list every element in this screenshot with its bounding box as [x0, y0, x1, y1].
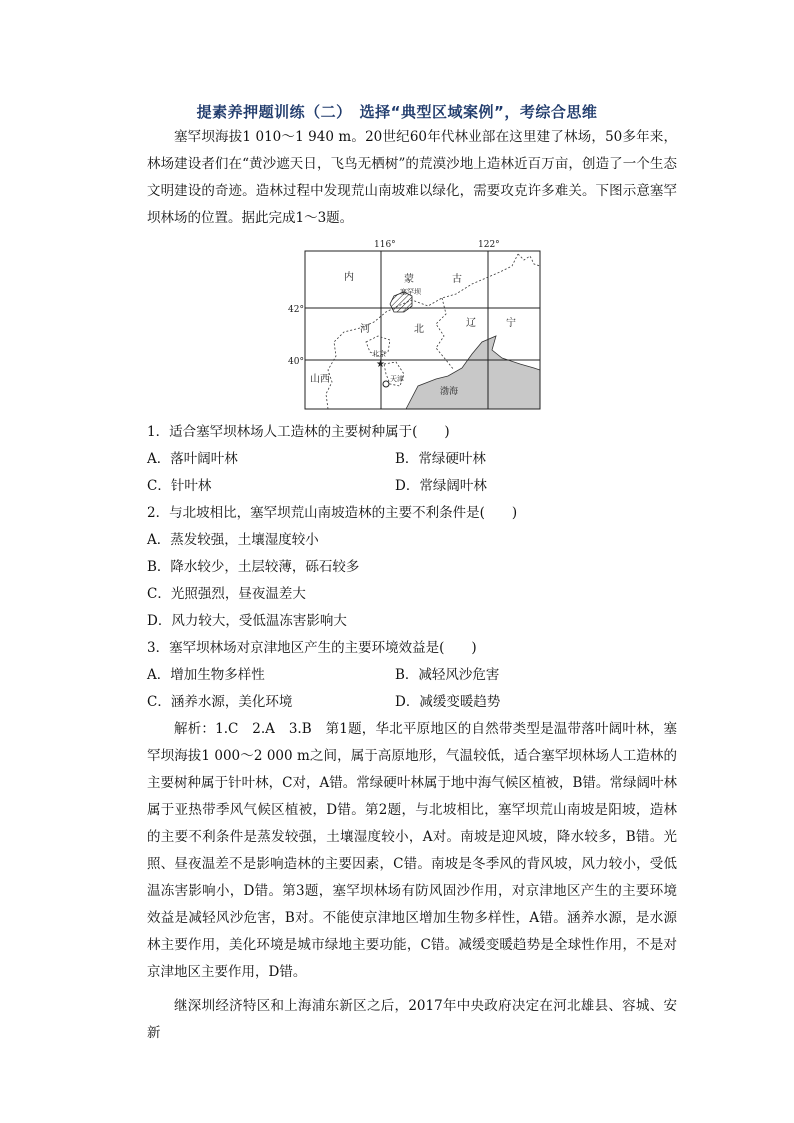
coast-detail [518, 254, 540, 266]
beijing-star-icon: ★ [376, 359, 385, 370]
question-1-option-d: D．常绿阔叶林 [395, 478, 487, 494]
question-3-option-c: C．涵养水源，美化环境 [147, 694, 293, 710]
answer-explanation: 解析：1.C 2.A 3.B 第1题，华北平原地区的自然带类型是温带落叶阔叶林，塞罕坝海拔1 000～2 000 m之间，属于高原地形，气温较低，适合塞罕坝林场人工造林的主要树种属于针叶林，C对，A错。常绿硬叶林属于地中海气候区植被，B错。常绿阔叶林属于亚热带季风气候区植被，D错。第2题，与北坡相比，塞罕坝荒山南坡是阳坡，造林的主要不利条件是蒸发较强，土壤湿度较小，A对。南坡是迎风坡，降水较多，B错。光照、昼夜温差不是影响造林的主要因素，C错。南坡是冬季风的背风坡，风力较小，受低温冻害影响小，D错。第3题，塞罕坝林场有防风固沙作用，对京津地区产生的主要环境效益是减轻风沙危害，B对。不能使京津地区增加生物多样性，A错。涵养水源，是水源林主要作用，美化环境是城市绿地主要功能，C错。减缓变暖趋势是全球性作用，不是对京津地区主要作用，D错。 [147, 721, 677, 980]
question-1-stem: 1．适合塞罕坝林场人工造林的主要树种属于( ) [147, 424, 450, 440]
label-saihanba: 塞罕坝 [400, 288, 421, 296]
province-boundary-2 [436, 298, 454, 370]
question-1-option-b: B．常绿硬叶林 [395, 451, 486, 467]
question-3-option-b: B．减轻风沙危害 [395, 667, 500, 683]
tianjin-city-icon [383, 381, 389, 387]
page-title: 提素养押题训练（二） 选择“典型区域案例”，考综合思维 [196, 103, 598, 121]
label-tianjin: 天津 [390, 375, 404, 383]
lat-label-40: 40° [288, 357, 304, 367]
label-gu: 古 [452, 274, 462, 285]
saihanba-location-map [286, 236, 541, 414]
label-ning: 宁 [506, 318, 516, 329]
label-nei: 内 [344, 272, 354, 283]
question-3-stem: 3．塞罕坝林场对京津地区产生的主要环境效益是( ) [147, 640, 477, 656]
next-question-paragraph: 继深圳经济特区和上海浦东新区之后，2017年中央政府决定在河北雄县、容城、安新 [147, 998, 677, 1041]
label-he: 河 [360, 324, 370, 335]
label-liao: 辽 [466, 318, 476, 329]
question-2-option-d: D．风力较大，受低温冻害影响大 [147, 613, 347, 629]
intro-paragraph: 塞罕坝海拔1 010～1 940 m。20世纪60年代林业部在这里建了林场，50多年来，林场建设者们在“黄沙遮天日，飞鸟无栖树”的荒漠沙地上造林近百万亩，创造了一个生态文明建设的奇迹。造林过程中发现荒山南坡难以绿化，需要攻克许多难关。下图示意塞罕坝林场的位置。据此完成1～3题。 [147, 129, 677, 226]
question-3-option-a: A．增加生物多样性 [147, 667, 265, 683]
label-bohai: 渤海 [440, 387, 459, 397]
lon-label-116: 116° [374, 240, 396, 250]
lat-label-42: 42° [288, 305, 304, 315]
question-2-option-c: C．光照强烈，昼夜温差大 [147, 586, 306, 602]
bohai-sea-area [406, 336, 540, 409]
question-1-option-a: A．落叶阔叶林 [147, 451, 238, 467]
question-2-option-b: B．降水较少，土层较薄，砾石较多 [147, 559, 360, 575]
label-meng: 蒙 [404, 274, 414, 285]
label-shanxi: 山西 [310, 374, 330, 385]
question-2-option-a: A．蒸发较强，土壤湿度较小 [147, 532, 319, 548]
question-2-stem: 2．与北坡相比，塞罕坝荒山南坡造林的主要不利条件是( ) [147, 505, 518, 521]
label-bei: 北 [414, 324, 424, 335]
question-3-option-d: D．减缓变暖趋势 [395, 694, 501, 710]
lon-label-122: 122° [478, 240, 500, 250]
question-1-option-c: C．针叶林 [147, 478, 212, 494]
label-beijing: 北京 [372, 350, 386, 358]
